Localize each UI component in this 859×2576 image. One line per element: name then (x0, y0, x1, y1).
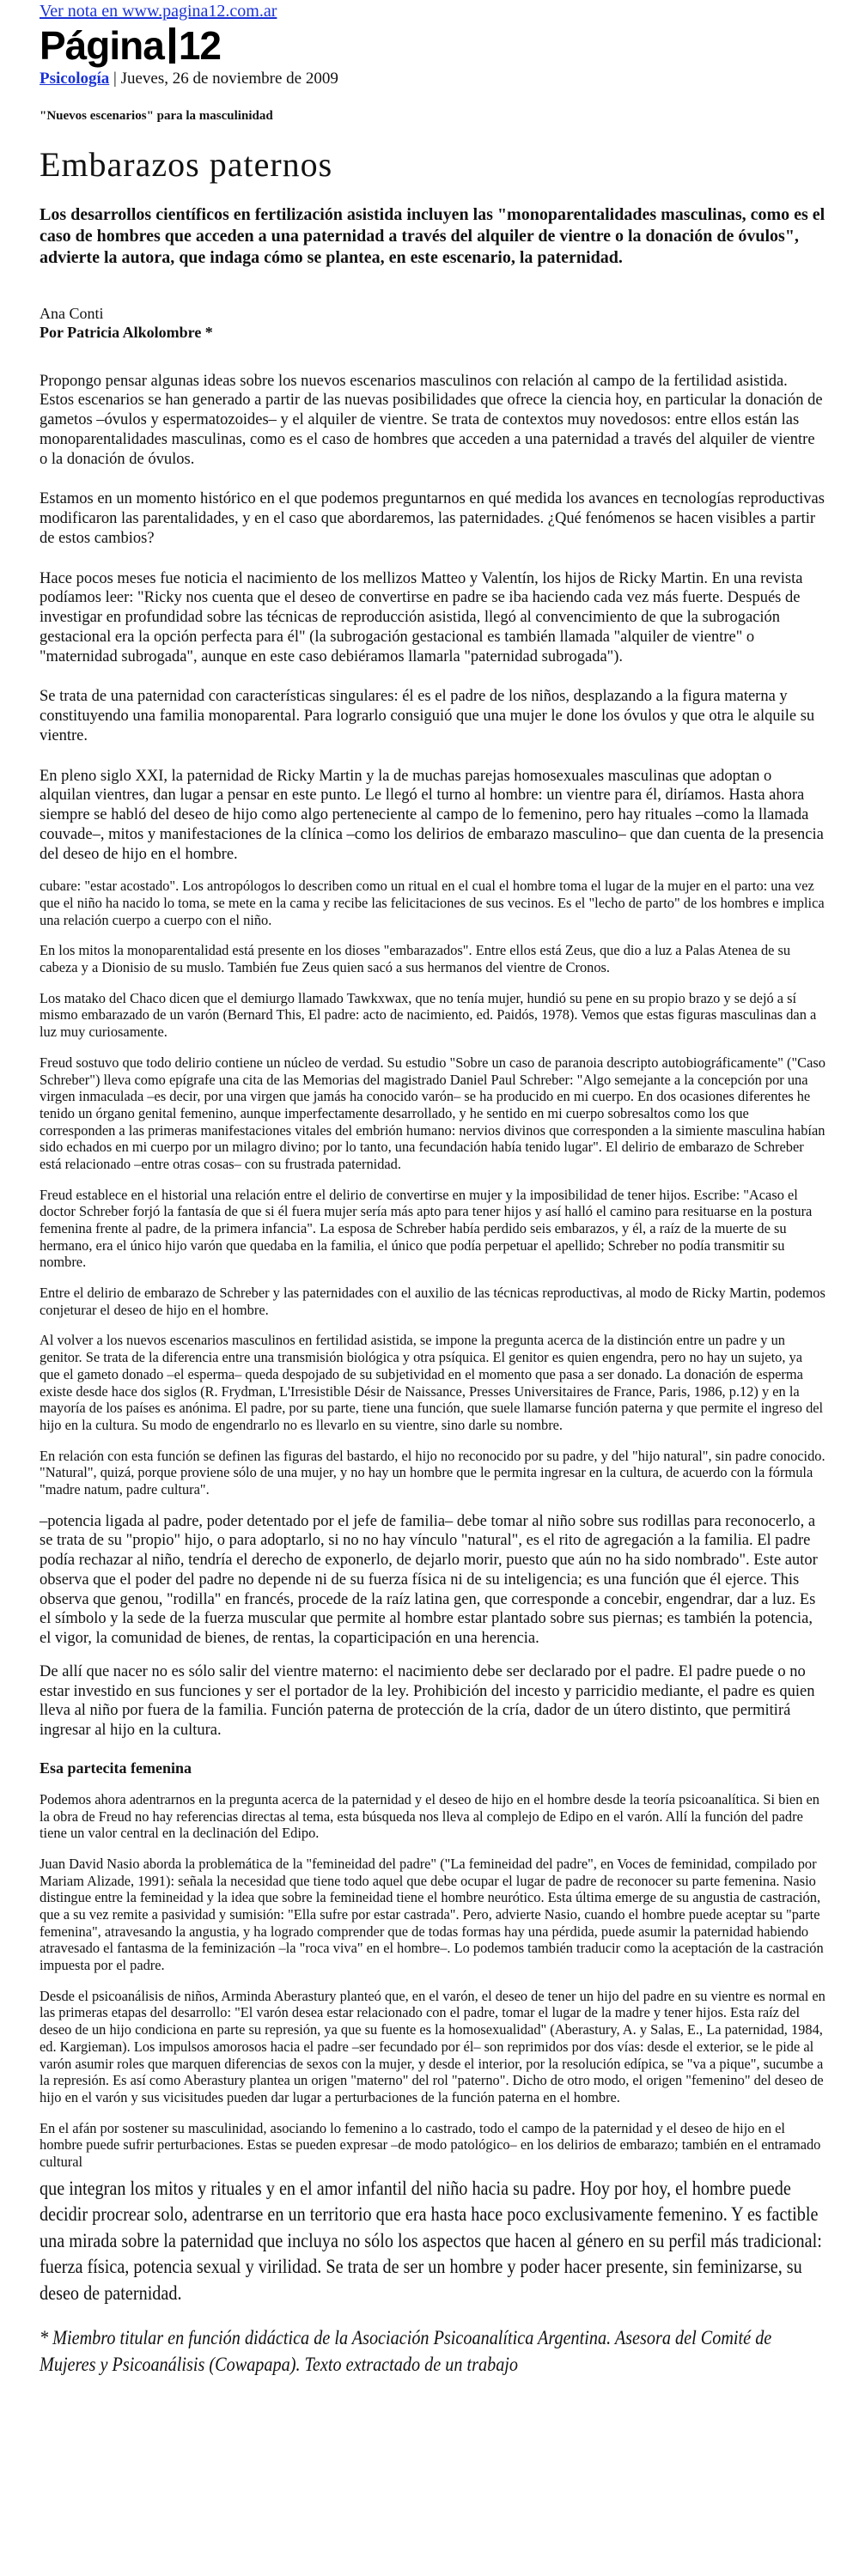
logo-text-left: Página (40, 23, 164, 68)
paragraph: Hace pocos meses fue noticia el nacimiento de los mellizos Matteo y Valentín, los hijos de Ricky Martin. En una revista podíamos leer: "Ricky nos cuenta que el deseo de convertirse en padre se iba haciendo cada vez más fuerte. Después de investigar en profundidad sobre las técnicas de reproducción asistida, llegó al convencimiento de que la subrogación gestacional era la opción perfecta para él" (la subrogación gestacional es también llamada "alquiler de vientre" o "maternidad subrogada", aunque en este caso debiéramos llamarla "paternidad subrogada"). (40, 569, 803, 665)
article-body (40, 372, 825, 2379)
article-author: Por Patricia Alkolombre * (40, 324, 213, 342)
article-kicker: "Nuevos escenarios" para la masculinidad (40, 109, 273, 123)
publication-date: | Jueves, 26 de noviembre de 2009 (109, 70, 338, 88)
paragraph: Podemos ahora adentrarnos en la pregunta acerca de la paternidad y el deseo de hijo en el hombre desde la teoría psicoanalítica. Si bien en la obra de Freud no hay referencias directas al tema, esta búsqueda nos lleva al complejo de Edipo en el varón. Allí la función del padre tiene un valor central en la declinación del Edipo. (40, 1790, 819, 1842)
paragraph: Los matako del Chaco dicen que el demiurgo llamado Tawkxwax, que no tenía mujer, hundió su pene en su propio brazo y se dejó a sí mismo embarazado de un varón (Bernard This, El padre: acto de nacimiento, ed. Paidós, 1978). Vemos que estas figuras masculinas dan a luz muy curiosamente. (40, 989, 817, 1041)
author-footnote: * Miembro titular en función didáctica de la Asociación Psicoanalítica Argentina. Asesora del Comité de Mujeres y Psicoanálisis (Cowapapa). Texto extractado de un trabajo (40, 2327, 772, 2376)
paragraph: Estamos en un momento histórico en el que podemos preguntarnos en qué medida los avances en tecnologías reproductivas modificaron las parentalidades, y en el caso que abordaremos, las paternidades. ¿Qué fenómenos se hacen visibles a partir de estos cambios? (40, 490, 825, 547)
paragraph: Juan David Nasio aborda la problemática de la "femineidad del padre" ("La femineidad del padre", en Voces de feminidad, compilado por Mariam Alizade, 1991): señala la necesidad que tiene todo aquel que debe ocupar el lugar de padre de reconocer su parte femenina. Nasio distingue entre la femineidad y la idea que sobre la femineidad tiene el hombre neurótico. Esta última emerge de su angustia de castración, que a su vez remite a pasividad y sumisión: "Ella sufre por estar castrada". Pero, advierte Nasio, cuando el hombre puede aceptar su "parte femenina", atravesando la angustia, y ha logrado comprender que de todas formas hay una pérdida, puede asumir la paternidad habiendo atravesado el fantasma de la feminización –la "roca viva" en el hombre–. Lo podemos también traducir como la aceptación de la castración impuesta por el padre. (40, 1855, 824, 1974)
paragraph: –potencia ligada al padre, poder detentado por el jefe de familia– debe tomar al niño sobre sus rodillas para reconocerlo, a se trata de su "propio" hijo, o para adoptarlo, si no no hay vínculo "natural", es el rito de agregación a la familia. El padre podía rechazar al niño, tendría el derecho de exponerlo, de dejarlo morir, puesto que aún no ha sido nombrado". Este autor observa que el poder del padre no depende ni de su fuerza física ni de su inteligencia; es una función que él ejerce. This observa que genou, "rodilla" en francés, procede de la raíz latina gen, que corresponde a concebir, engendrar, dar a luz. Es el símbolo y la sede de la fuerza muscular que permite al hombre estar plantado sobre sus piernas; es también la potencia, el vigor, la comunidad de bienes, de rentas, la coparticipación en una herencia. (40, 1512, 818, 1648)
article-credit (40, 304, 825, 343)
logo-text-right: 12 (178, 23, 221, 68)
article-title: Embarazos paternos (40, 145, 333, 184)
section-date-line (40, 70, 825, 88)
article-lead: Los desarrollos científicos en fertilización asistida incluyen las "monoparentalidades masculinas, como es el caso de hombres que acceden a una paternidad a través del alquiler de vientre o la donación de óvulos", advierte la autora, que indaga cómo se plantea, en este escenario, la paternidad. (40, 205, 825, 268)
paragraph: En los mitos la monoparentalidad está presente en los dioses "embarazados". Entre ellos está Zeus, que dio a luz a Palas Atenea de su cabeza y a Dionisio de su muslo. También fue Zeus quien sacó a sus hermanos del vientre de Cronos. (40, 942, 791, 976)
paragraph: En pleno siglo XXI, la paternidad de Ricky Martin y la de muchas parejas homosexuales masculinas que adoptan o alquilan vientres, dan lugar a pensar en este punto. Le llegó el turno al hombre: un vientre para él, diríamos. Hasta ahora siempre se habló del deseo de hijo como algo perteneciente al campo de lo femenino, pero hay rituales –como la llamada couvade–, mitos y manifestaciones de la clínica –como los delirios de embarazo masculino– que dan cuenta de la presencia del deseo de hijo en el hombre. (40, 767, 824, 863)
paragraph: Al volver a los nuevos escenarios masculinos en fertilidad asistida, se impone la pregunta acerca de la distinción entre un padre y un genitor. Se trata de la diferencia entre una transmisión biológica y otra psíquica. El genitor es quien engendra, pero no hay un sujeto, ya que el gameto donado –el esperma– queda despojado de su subjetividad en el momento que pasa a ser donado. La donación de esperma existe desde hace dos siglos (R. Frydman, L'Irresistible Désir de Naissance, Presses Universitaires de France, Paris, 1986, p.12) y en la mayoría de los países es anónima. El padre, por su parte, tiene una función, que suele llamarse función paterna y que permite el ingreso del hijo en la cultura. Su modo de engendrarlo no es llevarlo en su vientre, sino darle su nombre. (40, 1332, 824, 1433)
section-link[interactable]: Psicología (40, 70, 110, 88)
paragraph: cubare: "estar acostado". Los antropólogos lo describen como un ritual en el cual el hombre toma el lugar de la mujer en el parto: una vez que el niño ha nacido lo toma, se mete en la cama y recibe las felicitaciones de sus vecinos. Es el "lecho de parto" de los hombres e implica una relación cuerpo a cuerpo con el niño. (40, 878, 825, 928)
paragraph: En el afán por sostener su masculinidad, asociando lo femenino a lo castrado, todo el campo de la paternidad y el deseo de hijo en el hombre puede sufrir perturbaciones. Estas se pueden expresar –de modo patológico– en los delirios de embarazo; también en el entramado cultural (40, 2119, 821, 2170)
logo-bar (169, 27, 175, 64)
paragraph: Desde el psicoanálisis de niños, Arminda Aberastury planteó que, en el varón, el deseo de tener un hijo del padre en su vientre es normal en las primeras etapas del desarrollo: "El varón desea estar relacionado con el padre, tomar el lugar de la madre y tener hijos. Esta raíz del deseo de un hijo condiciona en parte su represión, ya que su fuente es la homosexualidad" (Aberastury, A. y Salas, E., La paternidad, 1984, ed. Kargieman). Los impulsos amorosos hacia el padre –ser fecundado por él– son reprimidos por dos vías: desde el exterior, se le pide al varón asumir roles que marquen diferencias de sexos con la mujer, y desde el interior, por la resolución edípica, se "va a pique", sucumbe a la represión. Es así como Aberastury plantea un origen "materno" del rol "paterno". Dicho de otro modo, el origen "femenino" del deseo de hijo en el varón y sus vicisitudes pueden dar lugar a perturbaciones de la función paterna en el hombre. (40, 1987, 825, 2105)
paragraph: En relación con esta función se definen las figuras del bastardo, el hijo no reconocido por su padre, y del "hijo natural", sin padre conocido. "Natural", quizá, porque proviene sólo de una mujer, y no hay un hombre que le permita ingresar en la cultura, de acuerdo con la fórmula "madre natum, padre cultura". (40, 1447, 825, 1498)
paragraph: Se trata de una paternidad con características singulares: él es el padre de los niños, desplazando a la figura materna y constituyendo una familia monoparental. Para lograrlo consiguió que una mujer le done los óvulos y que otra le alquile su vientre. (40, 688, 815, 744)
paragraph: Propongo pensar algunas ideas sobre los nuevos escenarios masculinos con relación al campo de la fertilidad asistida. Estos escenarios se han generado a partir de las nuevas posibilidades que ofrece la ciencia hoy, en particular la donación de gametos –óvulos y espermatozoides– y el alquiler de vientre. Se trata de contextos muy novedosos: entre ellos están las monoparentalidades masculinas, como es el caso de hombres que acceden a una paternidad a través del alquiler de vientre o la donación de óvulos. (40, 372, 823, 468)
photo-credit: Ana Conti (40, 304, 104, 322)
paragraph: Entre el delirio de embarazo de Schreber y las paternidades con el auxilio de las técnicas reproductivas, al modo de Ricky Martin, podemos conjeturar el deseo de hijo en el hombre. (40, 1285, 825, 1318)
paragraph: que integran los mitos y rituales y en el amor infantil del niño hacia su padre. Hoy por hoy, el hombre puede decidir procrear solo, adentrarse en un territorio que era hasta hace poco exclusivamente femenino. Y es factible una mirada sobre la paternidad que incluya no sólo los aspectos que hacen al género en su perfil más tradicional: fuerza física, potencia sexual y virilidad. Se trata de ser un hombre y poder hacer presente, sin feminizarse, su deseo de paternidad. (40, 2177, 822, 2305)
paragraph: Freud sostuvo que todo delirio contiene un núcleo de verdad. Su estudio "Sobre un caso de paranoia descripto autobiográficamente" ("Caso Schreber") lleva como epígrafe una cita de las Memorias del magistrado Daniel Paul Schreber: "Algo semejante a la concepción por una virgen inmaculada –es decir, por una virgen que jamás ha conocido varón– se ha producido en mi cuerpo. En dos ocasiones diferentes he tenido un órgano genital femenino, aunque imperfectamente desarrollado, y he sentido en mi cuerpo sobresaltos como los que corresponden a las primeras manifestaciones vitales del embrión humano: nervios divinos que corresponden a la simiente masculina habían sido echados en mi cuerpo por un milagro divino; por lo tanto, una fecundación había tenido lugar". El delirio de embarazo de Schreber está relacionado –entre otras cosas– con su frustrada paternidad. (40, 1054, 825, 1172)
paragraph: De allí que nacer no es sólo salir del vientre materno: el nacimiento debe ser declarado por el padre. El padre puede o no estar investido en sus funciones y ser el portador de la ley. Prohibición del incesto y parricidio mediante, el padre es quien lleva al niño por fuera de la familia. Función paterna de protección de la cría, dador de un útero distinto, que permitirá ingresar al hijo en la cultura. (40, 1662, 815, 1740)
source-link[interactable]: Ver nota en www.pagina12.com.ar (40, 2, 277, 21)
newspaper-logo (40, 25, 825, 66)
paragraph: Freud establece en el historial una relación entre el delirio de convertirse en mujer y la imposibilidad de tener hijos. Escribe: "Acaso el doctor Schreber forjó la fantasía de que si él fuera mujer sería más apto para tener hijos y así halló el camino para resituarse en la postura femenina frente al padre, de la primera infancia". La esposa de Schreber había perdido seis embarazos, y él, a raíz de la muerte de su hermano, era el único hijo varón que quedaba en la familia, el único que podía perpetuar el apellido; Schreber no podía transmitir su nombre. (40, 1186, 813, 1271)
section-subheading: Esa partecita femenina (40, 1759, 192, 1777)
article-page (40, 0, 825, 2378)
